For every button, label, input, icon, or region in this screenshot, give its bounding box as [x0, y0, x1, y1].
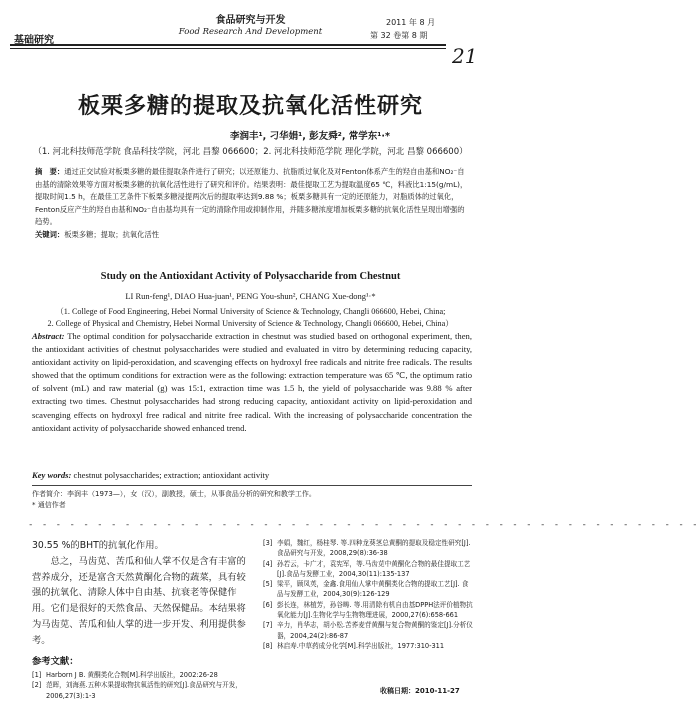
reference-number: [8] [263, 641, 273, 650]
abstract-en-label: Abstract: [32, 331, 65, 341]
affiliation: （1. 河北科技师范学院 食品科技学院，河北 昌黎 066600；2. 河北科技师范学院 理化学院，河北 昌黎 066600） [33, 147, 468, 157]
journal-title-cn: 食品研究与开发 [215, 15, 286, 26]
reference-text: 范晖，刘海燕.五种木果提取物抗氧活性的研究[J].食品研究与开发，2006,27(3):1-3 [46, 681, 242, 700]
abstract-cn [35, 166, 470, 242]
article-title: 板栗多糖的提取及抗氧化活性研究 [77, 94, 423, 119]
author-footnote: 作者简介：李润丰（1973—），女（汉），副教授，硕士，从事食品分析的研究和教学工作。 [32, 490, 316, 498]
body-paragraph-2: 总之，马齿苋、苦瓜和仙人掌不仅是含有丰富的营养成分，还是富含天然黄酮化合物的蔬菜，具有较强的抗氧化、清除人体中自由基、抗衰老等保健作用。它们是很好的天然食品、天然保健品。本结果将为马齿苋、苦瓜和仙人掌的进一步开发、利用提供参考。 [32, 555, 246, 646]
reference-item [32, 680, 247, 701]
header-rule-thin [10, 48, 446, 49]
reference-item [263, 641, 473, 651]
keywords-cn: 板栗多糖；提取；抗氧化活性 [64, 229, 160, 239]
keywords-en-line [32, 470, 472, 480]
abstract-cn-text: 通过正交试验对板栗多糖的最佳提取条件进行了研究；以还原能力、抗脂质过氧化及对Fenton体系产生的羟自由基和NO₂⁻自由基的清除效果等方面对板栗多糖的抗氧化活性进行了研究和评价。结果表明：最佳提取工艺为提取温度65 ℃，料液比1:15(g/mL)，提取时间1.5 h，在最佳工艺条件下板栗多糖浸提两次后的提取率达到9.88 %；板栗多糖具有一定的还原能力，对脂质体的过氧化，Fenton反应产生的羟自由基和NO₂⁻自由基均具有一定的清除作用或抑制作用，并随多糖浓度增加板栗多糖的抗氧化活性呈现出增强的趋势。 [35, 167, 468, 227]
reference-item [263, 620, 473, 641]
keywords-en-label: Key words: [32, 470, 72, 480]
reference-number: [1] [32, 671, 42, 679]
corresponding-footnote: * 通信作者 [32, 501, 66, 509]
reference-text: 梁平，顾凤英，金鑫.食用仙人掌中黄酮类化合物的提取工艺[J]. 食品与发酵工业，2004,30(9):126-129 [277, 580, 469, 599]
english-authors: LI Run-feng¹, DIAO Hua-juan¹, PENG You-shun², CHANG Xue-dong¹·* [125, 291, 376, 301]
english-affiliation-1: （1. College of Food Engineering, Hebei Normal University of Science & Technology, Changli 066600, Hebei, China; [55, 307, 446, 316]
reference-item [263, 538, 473, 559]
reference-number: [2] [32, 681, 42, 690]
abstract-en-text: The optimal condition for polysaccharide extraction in chestnut was studied based on orthogonal experiment, then, the antioxidant activities of chestnut polysaccharides were studied and evaluated in vitro by determining reducing capacity, antioxidant activity on lipid-peroxidation, and scavenging effects on hydroxyl free radicals and nitrite free radicals. The results showed that the optimum conditions for extraction were as the following: extraction temperature was 65 ℃, the optimum ratio of solvent (mL) and raw material (g) was 15:1, extraction time was 1.5 h, the yield of polysaccharide was 9.88 % after extracting two times. Chestnut polysaccharides had strong reducing capacity, antioxidant activity on lipid-peroxidation and scavenging effects on hydroxyl free radical and nitrite free radical. With the increasing of polysaccharide concentration the antioxidant activity of polysaccharide showed enhanced trend. [32, 331, 472, 433]
abstract-cn-label: 摘 要： [35, 167, 65, 176]
body-paragraph-1: 30.55 %的BHT的抗氧化作用。 [32, 540, 164, 551]
references-left [32, 670, 247, 701]
reference-text: 李娟，魏红，杨桂琴. 等.四种龙葵茎总黄酮的提取及稳定性研究[J]. 食品研究与开发，2008,29(8):36-38 [277, 539, 471, 558]
reference-number: [6] [263, 600, 273, 609]
reference-number: [4] [263, 559, 273, 568]
reference-text: 彭长连，林植芳，孙谷畴. 等.用清除有机自由基DPPH法评价植物抗氧化能力[J].生物化学与生物物理进展，2000,27(6):658-661 [277, 600, 473, 620]
references-right [263, 538, 473, 651]
issue-date: 2011 年 8 月 [386, 18, 436, 27]
section-label: 基础研究 [14, 35, 54, 46]
page-number: 21 [452, 44, 478, 68]
reference-text: Harborn J B. 黄酮类化合物[M].科学出版社，2002:26-28 [46, 671, 218, 679]
reference-number: [3] [263, 539, 273, 547]
body-left-column [32, 538, 247, 649]
keywords-cn-label: 关键词： [35, 229, 65, 239]
reference-item [263, 559, 473, 580]
section-divider: - - - - - - - - - - - - - - - - - - - - - - - - - - - - - - - - - - - - - - - - - - - - - - - - - [28, 520, 699, 530]
english-affiliation-2: 2. College of Physical and Chemistry, Hebei Normal University of Science & Technology, Changli 066600, Hebei, China） [47, 319, 454, 328]
reference-text: 孙若云，卡广才，袁宪军，等.马齿苋中黄酮化合物的最佳提取工艺[J].食品与发酵工业，2004,30(11):135-137 [277, 559, 471, 578]
header-rule [10, 44, 446, 46]
reference-number: [5] [263, 580, 273, 589]
english-title: Study on the Antioxidant Activity of Polysaccharide from Chestnut [100, 271, 401, 282]
volume-issue: 第 32 卷第 8 期 [370, 31, 428, 40]
reference-item [263, 579, 473, 600]
author-list: 李润丰¹, 刁华娟¹, 彭友舜², 常学东¹·* [230, 131, 390, 142]
references-heading: 参考文献： [32, 656, 79, 667]
reference-item [263, 600, 473, 621]
received-date: 收稿日期：2010-11-27 [380, 687, 460, 695]
keywords-en: chestnut polysaccharides; extraction; antioxidant activity [73, 470, 270, 480]
reference-number: [7] [263, 621, 273, 630]
reference-item [32, 670, 247, 680]
journal-title-en: Food Research And Development [178, 27, 323, 37]
reference-text: 林启寿.中草药成分化学[M].科学出版社，1977:310-311 [277, 641, 445, 650]
reference-text: 辛力，肖华志，胡小松.苦荞麦苷黄酮与复合物黄酮的鉴定[J].分析仪器，2004,24(2):86-87 [277, 621, 473, 640]
footnote-rule [32, 485, 472, 486]
abstract-en [32, 330, 472, 435]
